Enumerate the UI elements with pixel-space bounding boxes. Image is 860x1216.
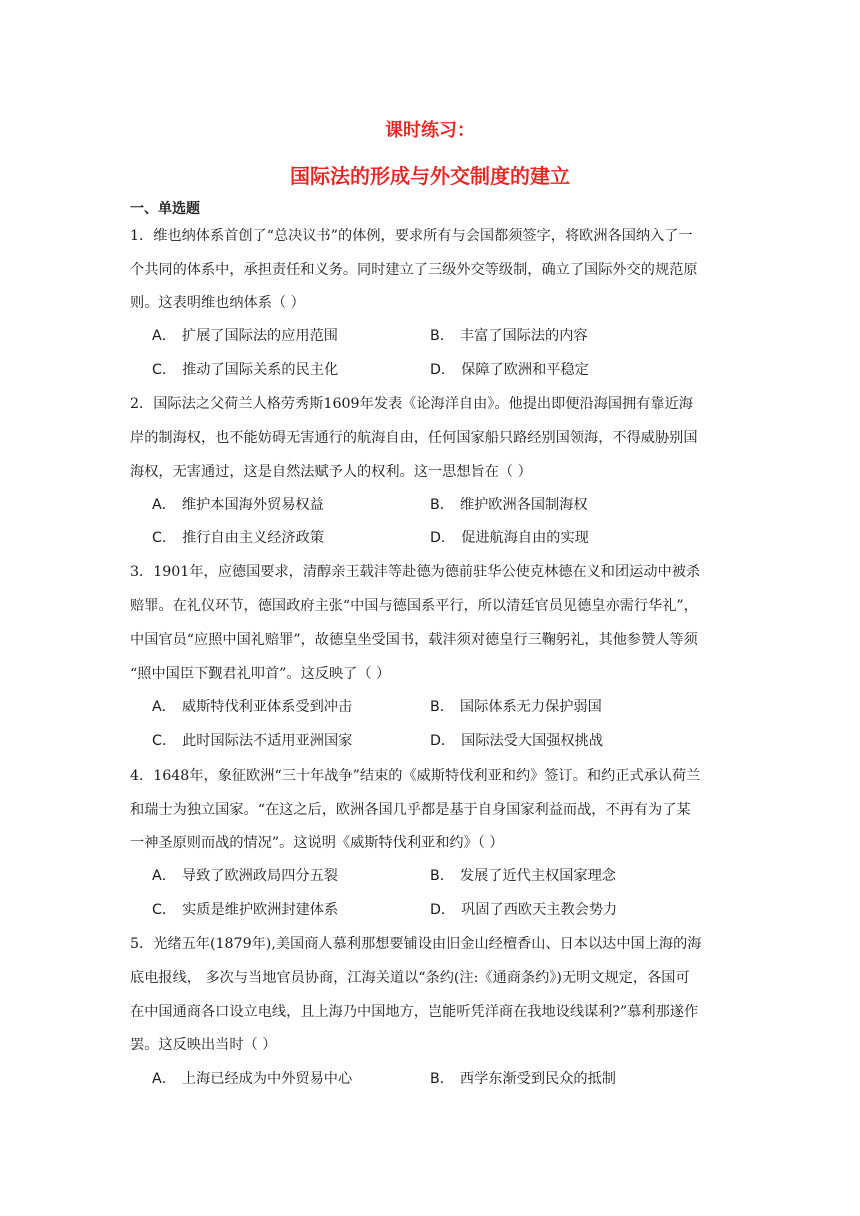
option-key: D． [430, 530, 456, 546]
question-3-option-c[interactable] [152, 731, 352, 751]
option-text: 导致了欧洲政局四分五裂 [181, 868, 338, 884]
option-key: B． [430, 1071, 454, 1087]
option-text: 丰富了国际法的内容 [459, 328, 588, 344]
option-text: 上海已经成为中外贸易中心 [181, 1071, 353, 1087]
question-3-option-a[interactable] [152, 697, 352, 717]
option-key: A． [152, 699, 176, 715]
question-2-line-1: 2．国际法之父荷兰人格劳秀斯1609年发表《论海洋自由》。他提出即便沿海国拥有靠近海 [130, 396, 693, 412]
question-5-option-b[interactable] [430, 1069, 616, 1089]
option-key: C． [152, 902, 177, 918]
question-5-line-3: 在中国通商各口设立电线，且上海乃中国地方，岂能听凭洋商在我地设线谋利?”慕利那遂作 [130, 1004, 699, 1020]
question-3-option-b[interactable] [430, 697, 602, 717]
section-heading: 一、单选题 [130, 201, 200, 217]
page-subtitle: 国际法的形成与外交制度的建立 [290, 164, 570, 188]
question-3-line-1: 3．1901年，应德国要求，清醇亲王载沣等赴德为德前驻华公使克林德在义和团运动中被杀 [130, 564, 701, 580]
option-text: 国际法受大国强权挑战 [461, 733, 604, 749]
question-5-line-2: 底电报线， 多次与当地官员协商，江海关道以“条约(注:《通商条约》)无明文规定，各国可 [130, 970, 690, 986]
question-4-option-b[interactable] [430, 866, 616, 886]
option-key: B． [430, 699, 454, 715]
question-1-line-1: 1．维也纳体系首创了“总决议书”的体例，要求所有与会国都须签字，将欧洲各国纳入了一 [130, 228, 693, 244]
option-text: 发展了近代主权国家理念 [459, 868, 616, 884]
question-4-line-2: 和瑞士为独立国家。“在这之后，欧洲各国几乎都是基于自身国家利益而战，不再有为了某 [130, 802, 691, 818]
option-text: 推行自由主义经济政策 [182, 530, 324, 546]
option-key: A． [152, 868, 176, 884]
question-4-option-c[interactable] [152, 900, 338, 920]
option-key: C． [152, 530, 177, 546]
option-text: 此时国际法不适用亚洲国家 [182, 733, 353, 749]
question-1-line-2: 个共同的体系中，承担责任和义务。同时建立了三级外交等级制，确立了国际外交的规范原 [130, 262, 698, 278]
option-text: 促进航海自由的实现 [461, 530, 589, 546]
question-4-option-a[interactable] [152, 866, 338, 886]
question-3-line-2: 赔罪。在礼仪环节，德国政府主张“中国与德国系平行，所以清廷官员见德皇亦需行华礼”， [130, 598, 698, 614]
question-5-line-4: 罢。这反映出当时（ ） [130, 1037, 277, 1053]
option-key: A． [152, 328, 176, 344]
question-1-option-a[interactable] [152, 326, 338, 346]
option-key: C． [152, 733, 177, 749]
option-key: C． [152, 362, 177, 378]
option-key: D． [430, 902, 456, 918]
question-3-line-4: “照中国臣下觐君礼叩首”。这反映了（ ） [130, 666, 391, 682]
option-text: 巩固了西欧天主教会势力 [461, 902, 618, 918]
option-text: 威斯特伐利亚体系受到冲击 [181, 699, 353, 715]
question-2-option-d[interactable] [430, 528, 589, 548]
option-key: B． [430, 497, 454, 513]
question-2-option-b[interactable] [430, 495, 588, 515]
option-key: D． [430, 733, 456, 749]
option-text: 保障了欧洲和平稳定 [461, 362, 589, 378]
question-3-line-3: 中国官员“应照中国礼赔罪”，故德皇坐受国书，载沣须对德皇行三鞠躬礼，其他参赞人等须 [130, 632, 698, 648]
option-text: 实质是维护欧洲封建体系 [182, 902, 339, 918]
question-2-option-c[interactable] [152, 528, 324, 548]
question-5-line-1: 5．光绪五年(1879年),美国商人慕利那想要铺设由旧金山经檀香山、日本以达中国上海的海 [130, 936, 702, 952]
question-1-option-b[interactable] [430, 326, 588, 346]
option-key: D． [430, 362, 456, 378]
page-title: 课时练习： [385, 120, 475, 141]
option-text: 西学东渐受到民众的抵制 [459, 1071, 616, 1087]
option-key: B． [430, 868, 454, 884]
option-text: 维护欧洲各国制海权 [459, 497, 588, 513]
question-2-line-3: 海权，无害通过，这是自然法赋予人的权利。这一思想旨在（ ） [130, 464, 532, 480]
question-3-option-d[interactable] [430, 731, 603, 751]
question-1-option-c[interactable] [152, 360, 338, 380]
question-5-option-a[interactable] [152, 1069, 352, 1089]
question-4-line-1: 4．1648年，象征欧洲“三十年战争”结束的《威斯特伐利亚和约》签订。和约正式承认荷兰 [130, 768, 701, 784]
option-text: 推动了国际关系的民主化 [182, 362, 339, 378]
option-key: A． [152, 497, 176, 513]
option-text: 维护本国海外贸易权益 [181, 497, 324, 513]
option-text: 国际体系无力保护弱国 [459, 699, 602, 715]
question-4-line-3: 一神圣原则而战的情况”。这说明《威斯特伐利亚和约》（ ） [130, 835, 504, 851]
option-text: 扩展了国际法的应用范围 [181, 328, 338, 344]
question-4-option-d[interactable] [430, 900, 617, 920]
question-1-line-3: 则。这表明维也纳体系（ ） [130, 295, 305, 311]
option-key: B． [430, 328, 454, 344]
question-2-option-a[interactable] [152, 495, 324, 515]
question-1-option-d[interactable] [430, 360, 589, 380]
question-2-line-2: 岸的制海权，也不能妨碍无害通行的航海自由，任何国家船只路经别国领海，不得威胁别国 [130, 430, 698, 446]
option-key: A． [152, 1071, 176, 1087]
